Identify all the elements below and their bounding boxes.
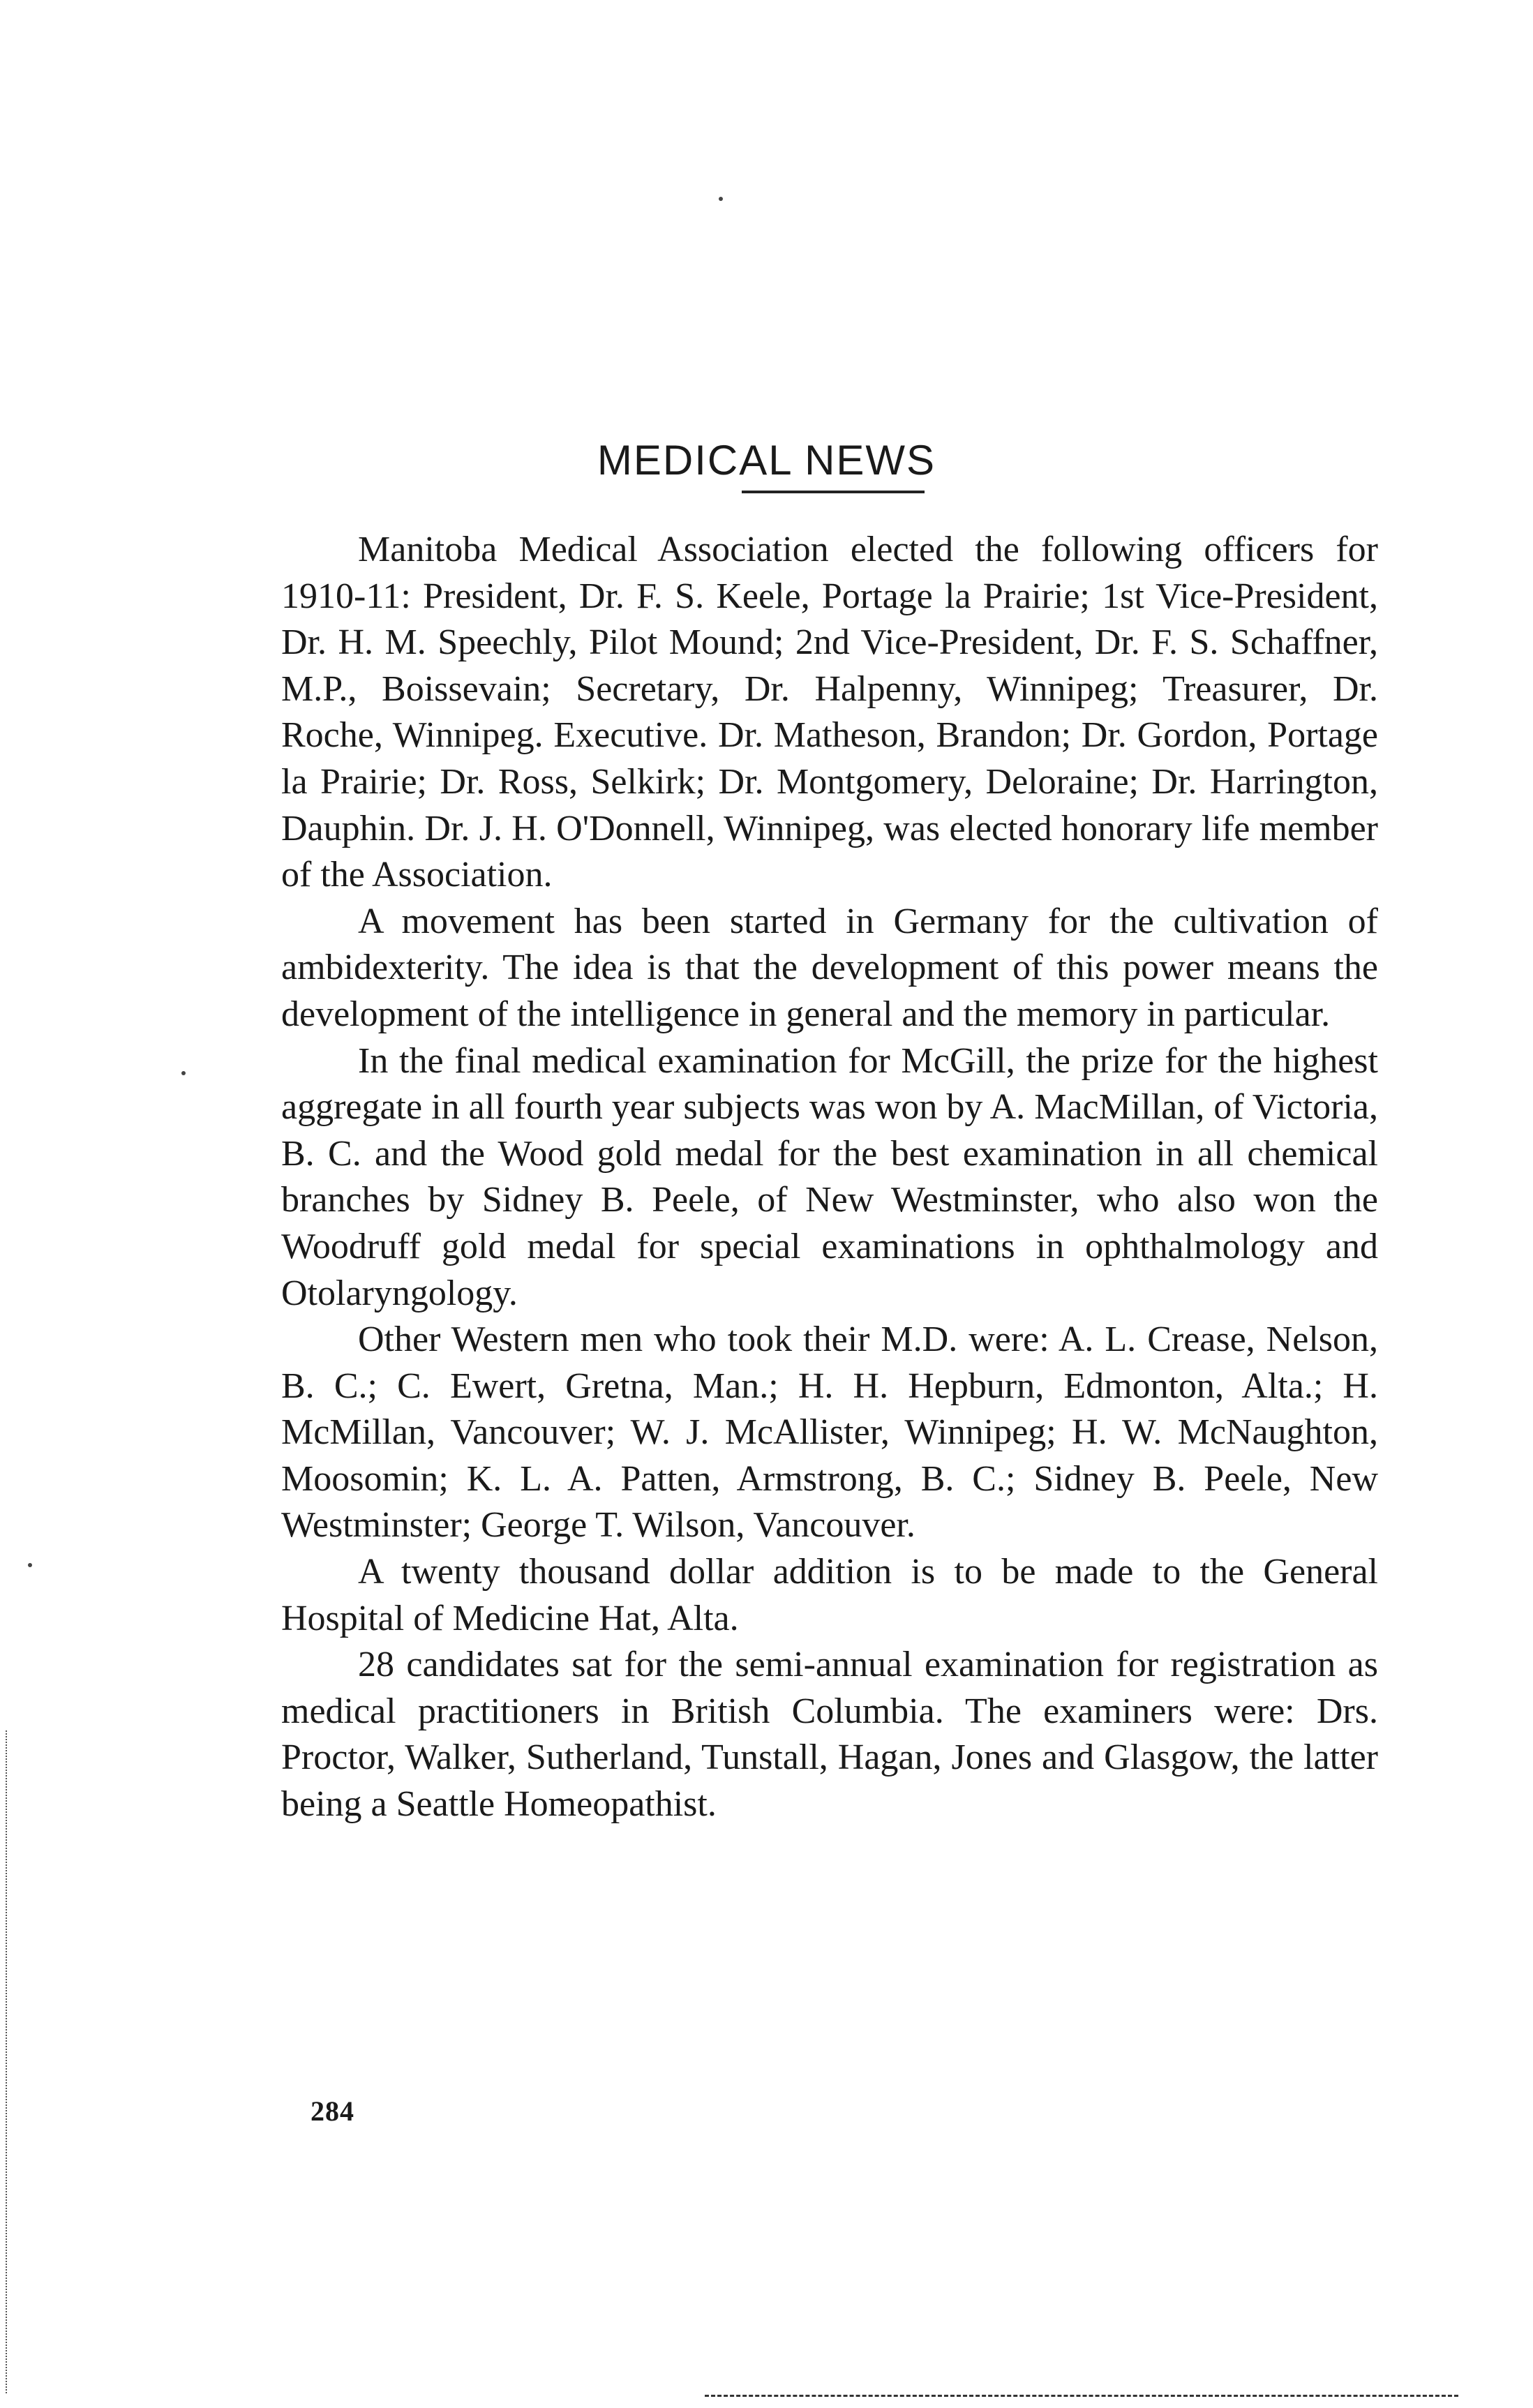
paragraph-hospital-addition: A twenty thousand dollar addition is to be made to the General Hospital of Medicine Hat, Alta.: [281, 1552, 1378, 1638]
page-number: 284: [311, 2095, 354, 2127]
paragraph-association-officers: Manitoba Medical Association elected the following officers for 1910-11: President, Dr. F. S. Keele, Portage la Prairie; 1st Vice-President, Dr. H. M. Speechly, Pilot Mound; 2nd Vice-President, Dr. F. S. Schaffner, M.P., Boissevain; Secretary, Dr. Halpenny, Winnipeg; Treasurer, Dr. Roche, Winnipeg. Executive. Dr. Matheson, Brandon; Dr. Gordon, Portage la Prairie; Dr. Ross, Selkirk; Dr. Montgomery, Deloraine; Dr. Harrington, Dauphin. Dr. J. H. O'Donnell, Winnipeg, was elected honorary life member of the Association.: [281, 530, 1378, 895]
paragraph-ambidexterity: A movement has been started in Germany for the cultivation of ambidexterity. The idea is that the development of this power means the development of the intelligence in general and the memory in particular.: [281, 901, 1378, 1034]
paragraph-mcgill-prizes: In the final medical examination for McGill, the prize for the highest aggregate in all fourth year subjects was won by A. MacMillan, of Victoria, B. C. and the Wood gold medal for the best examination in all chemical branches by Sidney B. Peele, of New Westminster, who also won the Woodruff gold medal for special examinations in ophthalmology and Otolaryngology.: [281, 1040, 1378, 1313]
paragraph-western-graduates: Other Western men who took their M.D. were: A. L. Crease, Nelson, B. C.; C. Ewert, Gretna, Man.; H. H. Hepburn, Edmonton, Alta.; H. McMillan, Vancouver; W. J. McAllister, Winnipeg; H. W. McNaughton, Moosomin; K. L. A. Patten, Armstrong, B. C.; Sidney B. Peele, New Westminster; George T. Wilson, Vancouver.: [281, 1319, 1378, 1546]
title-underline: [742, 491, 925, 493]
article-body: [281, 527, 1378, 1828]
page-title: MEDICAL NEWS: [597, 437, 936, 484]
scan-speck: [181, 1071, 186, 1075]
scan-bottom-edge: [705, 2395, 1458, 2397]
scan-margin-artifact: [6, 1730, 7, 2393]
scan-speck: [719, 197, 723, 201]
scan-speck: [28, 1563, 32, 1567]
paragraph-bc-examination: 28 candidates sat for the semi-annual examination for registration as medical practitioners in British Columbia. The examiners were: Drs. Proctor, Walker, Sutherland, Tunstall, Hagan, Jones and Glasgow, the latter being a Seattle Homeopathist.: [281, 1645, 1378, 1825]
